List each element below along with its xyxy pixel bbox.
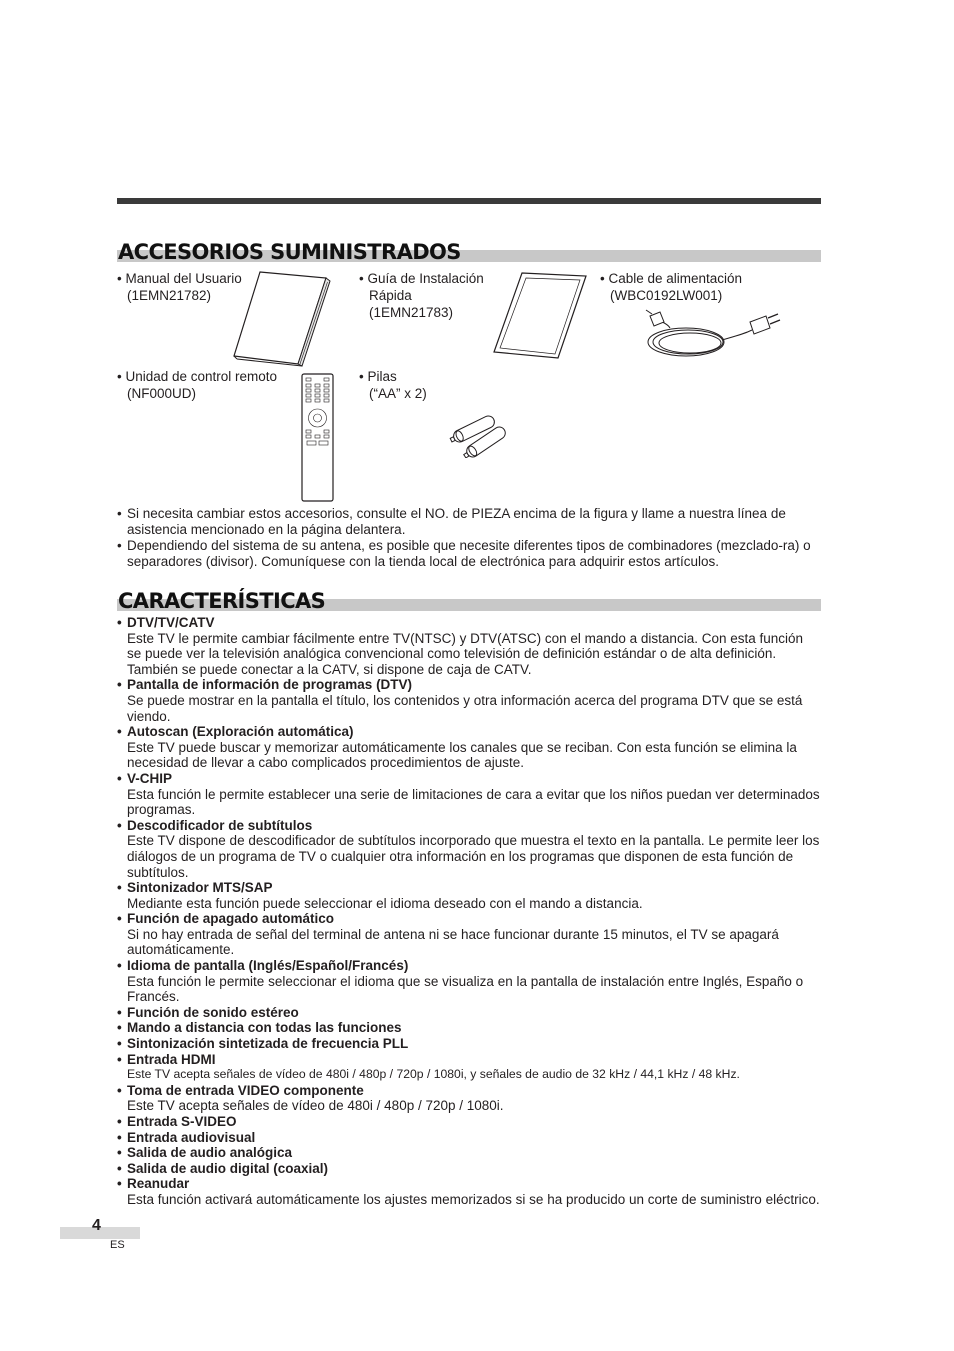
feature-item: • Salida de audio digital (coaxial) — [117, 1160, 329, 1176]
feature-item: • Función de sonido estéreo — [117, 1004, 299, 1020]
feature-item: • Sintonizador MTS/SAP Mediante esta función puede seleccionar el idioma deseado con el mando a distancia. — [117, 880, 821, 911]
page-number: 4 — [92, 1217, 101, 1234]
feature-desc: Este TV puede buscar y memorizar automáticamente los canales que se reciban. Con esta función se elimina la necesidad de llevar a cabo complicados procedimientos de ajuste. — [127, 739, 797, 771]
feature-title: Reanudar — [127, 1176, 190, 1192]
accessory-label-cont: Rápida — [369, 288, 412, 303]
feature-item: • Entrada S-VIDEO — [117, 1114, 237, 1129]
feature-title: Función de sonido estéreo — [127, 1004, 299, 1020]
feature-title: Mando a distancia con todas las funciones — [127, 1020, 402, 1036]
remote-control-icon — [300, 372, 336, 504]
accessory-label: • Guía de Instalación — [359, 271, 484, 286]
accessory-label: • Unidad de control remoto — [117, 369, 278, 384]
feature-item: • Función de apagado automático Si no hay entrada de señal del terminal de antena ni se hace funcionar durante 15 minutos, el TV se apagará automáticamente. — [117, 911, 821, 958]
accessory-part-number: (1EMN21782) — [127, 288, 212, 303]
page-language: ES — [110, 1239, 125, 1251]
accessories-notes — [117, 506, 821, 570]
power-cord-icon — [640, 300, 784, 364]
features-title: CARACTERÍSTICAS — [118, 589, 326, 613]
features-heading — [117, 585, 821, 611]
top-rule — [117, 198, 821, 204]
feature-item: • Entrada HDMI Este TV acepta señales de vídeo de 480i / 480p / 720p / 1080i, y señales de audio de 32 kHz / 44,1 kHz / 48 kHz. — [117, 1052, 821, 1083]
feature-item: • Reanudar Esta función activará automáticamente los ajustes memorizados si se ha producido un corte de suministro eléctrico. — [117, 1176, 820, 1207]
accessory-batteries — [359, 368, 427, 402]
feature-desc: Mediante esta función puede seleccionar el idioma deseado con el mando a distancia. — [127, 895, 643, 911]
feature-desc: Se puede mostrar en la pantalla el título, los contenidos y otra información acerca del programa DTV que se está viendo. — [127, 692, 803, 724]
batteries-icon — [448, 412, 514, 458]
accessory-part-number: (NF000UD) — [127, 386, 197, 401]
feature-title: Sintonización sintetizada de frecuencia PLL — [127, 1036, 409, 1052]
accessory-label: • Pilas — [359, 369, 397, 384]
feature-title: Salida de audio digital (coaxial) — [127, 1160, 329, 1176]
feature-item: • Autoscan (Exploración automática) Este TV puede buscar y memorizar automáticamente los canales que se reciban. Con esta función se elimina la necesidad de llevar a cabo complicados procedimientos de ajuste. — [117, 724, 821, 771]
feature-title: Toma de entrada VIDEO componente — [127, 1082, 364, 1098]
feature-desc: Esta función le permite establecer una serie de limitaciones de cara a evitar que los niños puedan ver determinados programas. — [127, 786, 820, 818]
feature-item: • Descodificador de subtítulos Este TV dispone de descodificador de subtítulos incorporado que muestra el texto en la pantalla. Le permite leer los diálogos de un programa de TV o cualquier otra información en los programas que disponen de esta función de subtítulos. — [117, 817, 820, 880]
accessories-title: ACCESORIOS SUMINISTRADOS — [118, 240, 461, 264]
feature-title: Entrada HDMI — [127, 1051, 216, 1067]
accessory-label: • Cable de alimentación — [600, 271, 743, 286]
note-text: Dependiendo del sistema de su antena, es posible que necesite diferentes tipos de combinadores (mezclado-ra) o separadores (divisor). Comuníquese con la tienda local de electrónica para adquirir estos artículos. — [127, 538, 811, 569]
feature-title: V-CHIP — [127, 770, 173, 786]
accessory-power-cord — [600, 270, 742, 304]
quick-guide-icon — [492, 270, 588, 362]
feature-desc: Esta función le permite seleccionar el idioma que se visualiza en la pantalla de instalación entre Inglés, Españo o Francés. — [127, 973, 804, 1005]
feature-title: Entrada S-VIDEO — [127, 1114, 237, 1129]
feature-title: Sintonizador MTS/SAP — [127, 880, 273, 896]
feature-title: Función de apagado automático — [127, 911, 335, 927]
feature-item: • Mando a distancia con todas las funciones — [117, 1020, 402, 1036]
feature-item: • Toma de entrada VIDEO componente Este TV acepta señales de vídeo de 480i / 480p / 720p / 1080i. — [117, 1083, 821, 1114]
feature-desc: Este TV acepta señales de vídeo de 480i / 480p / 720p / 1080i, y señales de audio de 32 kHz / 44,1 kHz / 48 kHz. — [127, 1067, 740, 1082]
accessory-part-number: (1EMN21783) — [369, 305, 454, 320]
feature-title: Entrada audiovisual — [127, 1129, 256, 1145]
accessory-quick-guide — [359, 270, 484, 321]
note-text: Si necesita cambiar estos accesorios, consulte el NO. de PIEZA encima de la figura y llame a nuestra línea de asistencia mencionado en la página delantera. — [127, 506, 786, 537]
manual-icon — [232, 268, 332, 368]
feature-item: • Sintonización sintetizada de frecuencia PLL — [117, 1036, 409, 1052]
feature-title: Idioma de pantalla (Inglés/Español/Francés) — [127, 958, 409, 974]
accessory-remote — [117, 368, 277, 402]
feature-title: Autoscan (Exploración automática) — [127, 724, 354, 740]
features-list — [117, 615, 821, 1208]
accessories-heading — [117, 236, 821, 262]
accessory-part-number: (WBC0192LW001) — [610, 288, 723, 303]
feature-item: • V-CHIP Esta función le permite establecer una serie de limitaciones de cara a evitar que los niños puedan ver determinados programas. — [117, 770, 820, 818]
feature-item: • Idioma de pantalla (Inglés/Español/Francés) Esta función le permite seleccionar el idioma que se visualiza en la pantalla de instalación entre Inglés, Españo o Francés. — [117, 958, 821, 1005]
note-item: • Dependiendo del sistema de su antena, es posible que necesite diferentes tipos de combinadores (mezclado-ra) o separadores (divisor). Comuníquese con la tienda local de electrónica para adquirir estos artículos. — [117, 538, 811, 569]
feature-item: • Salida de audio analógica — [117, 1145, 293, 1161]
feature-title: Descodificador de subtítulos — [127, 817, 313, 833]
feature-desc: Este TV dispone de descodificador de subtítulos incorporado que muestra el texto en la pantalla. Le permite leer los diálogos de un programa de TV o cualquier otra información en los programas que disponen de esta función de subtítulos. — [127, 833, 820, 880]
feature-desc: Esta función activará automáticamente los ajustes memorizados si se ha producido un corte de suministro eléctrico. — [127, 1191, 820, 1207]
accessory-quantity: (“AA” x 2) — [369, 386, 427, 401]
feature-title: Salida de audio analógica — [127, 1145, 293, 1161]
feature-desc: Este TV le permite cambiar fácilmente entre TV(NTSC) y DTV(ATSC) con el mando a distancia. Con esta función se puede ver la televisión analógica convencional como televisión de definición estándar o de alta definición. También se puede conectar a la CATV, si dispone de caja de CATV. — [127, 630, 804, 677]
feature-title: DTV/TV/CATV — [127, 615, 215, 630]
feature-item: • DTV/TV/CATV Este TV le permite cambiar fácilmente entre TV(NTSC) y DTV(ATSC) con el mando a distancia. Con esta función se puede ver la televisión analógica convencional como televisión de definición estándar o de alta definición. También se puede conectar a la CATV, si dispone de caja de CATV. — [117, 615, 821, 677]
feature-item: • Entrada audiovisual — [117, 1129, 256, 1145]
accessory-manual — [117, 270, 242, 304]
feature-title: Pantalla de información de programas (DTV) — [127, 677, 413, 693]
accessory-label: • Manual del Usuario — [117, 271, 242, 286]
feature-desc: Este TV acepta señales de vídeo de 480i / 480p / 720p / 1080i. — [127, 1098, 504, 1114]
note-item: • Si necesita cambiar estos accesorios, consulte el NO. de PIEZA encima de la figura y llame a nuestra línea de asistencia mencionado en la página delantera. — [117, 506, 786, 537]
feature-item: • Pantalla de información de programas (DTV) Se puede mostrar en la pantalla el título, los contenidos y otra información acerca del programa DTV que se está viendo. — [117, 677, 821, 724]
feature-desc: Si no hay entrada de señal del terminal de antena ni se hace funcionar durante 15 minutos, el TV se apagará automáticamente. — [127, 926, 779, 958]
